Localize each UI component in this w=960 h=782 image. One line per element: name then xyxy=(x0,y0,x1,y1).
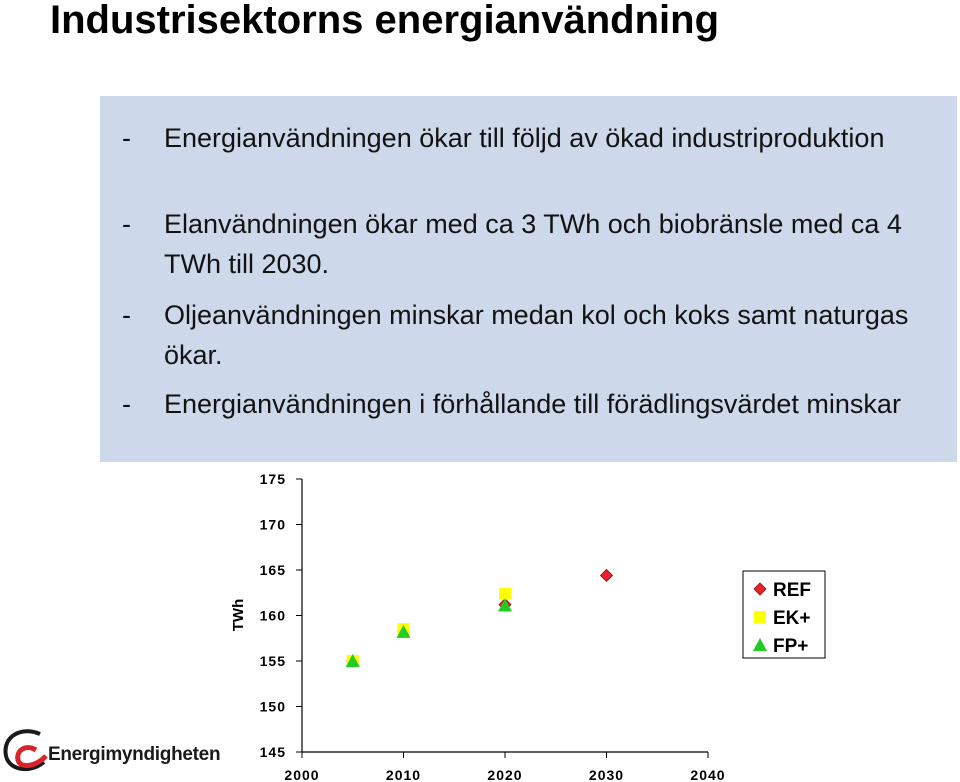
legend-label: FP+ xyxy=(773,636,809,657)
bullet-item xyxy=(122,295,922,375)
y-axis-label: TWh xyxy=(230,598,247,632)
bullet-item xyxy=(122,204,922,284)
energimyndigheten-logo-icon xyxy=(0,722,50,780)
y-tick-label: 160 xyxy=(259,607,286,624)
bullet-dash: - xyxy=(122,209,131,239)
bullet-item xyxy=(122,118,922,158)
y-tick-label: 175 xyxy=(259,471,286,487)
bullet-text: Oljeanvändningen minskar medan kol och koks samt naturgas ökar. xyxy=(164,300,909,370)
bullet-dash: - xyxy=(122,123,131,153)
y-tick-label: 165 xyxy=(259,562,286,578)
bullet-item xyxy=(122,384,922,424)
legend-marker-ek-plus xyxy=(754,611,766,623)
y-tick-label: 170 xyxy=(259,516,286,533)
y-tick-label: 145 xyxy=(259,744,286,760)
y-tick-label: 150 xyxy=(259,698,286,715)
logo-text: Energimyndigheten xyxy=(48,744,221,765)
bullet-text: Energianvändningen i förhållande till förädlingsvärdet minskar xyxy=(164,389,901,419)
x-tick-label: 2030 xyxy=(588,767,625,782)
bullet-dash: - xyxy=(122,300,131,330)
bullet-text: Energianvändningen ökar till följd av ökad industriproduktion xyxy=(164,123,885,153)
x-tick-label: 2000 xyxy=(284,767,320,782)
bullet-dash: - xyxy=(122,389,131,419)
legend-label: EK+ xyxy=(773,608,811,629)
x-tick-label: 2040 xyxy=(690,767,726,782)
bullet-box xyxy=(100,96,957,462)
energy-chart xyxy=(0,462,960,782)
x-tick-label: 2010 xyxy=(385,767,422,782)
slide-title: Industrisektorns energianvändning xyxy=(50,0,720,42)
legend-label: REF xyxy=(773,580,811,601)
y-tick-label: 155 xyxy=(259,653,286,669)
bullet-text: Elanvändningen ökar med ca 3 TWh och biobränsle med ca 4 TWh till 2030. xyxy=(164,209,902,279)
x-tick-label: 2020 xyxy=(487,767,523,782)
data-point-ref xyxy=(601,569,613,581)
data-point-ek-plus xyxy=(499,588,511,600)
